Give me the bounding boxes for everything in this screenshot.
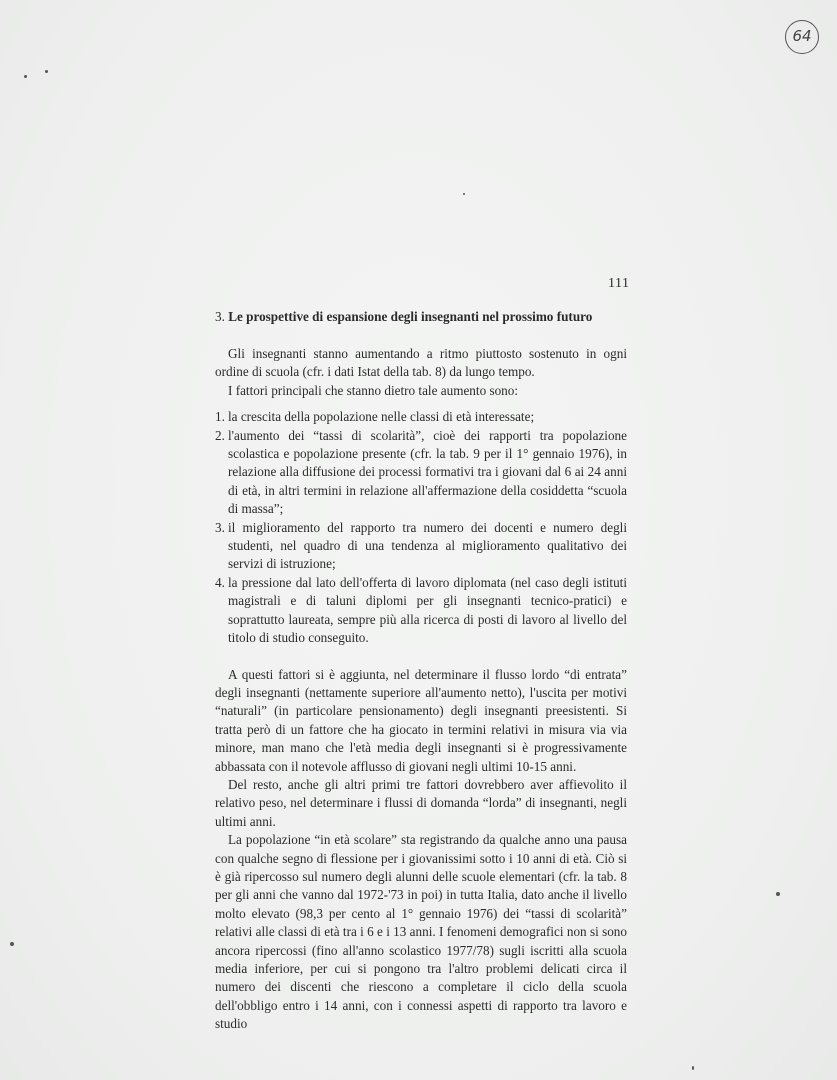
section-heading [215, 308, 627, 326]
list-item-number: 3. [215, 519, 225, 535]
list-item-text: la pressione dal lato dell'offerta di lavoro diplomata (nel caso degli istituti magistrali e di taluni diplomi per gli insegnanti tecnico-pratici) e soprattutto laureata, sempre più alla ricerca di posti di lavoro al livello del titolo di studio conseguito. [228, 574, 627, 646]
list-item-number: 4. [215, 574, 225, 590]
list-item-text: l'aumento dei “tassi di scolarità”, cioè dei rapporti tra popolazione scolastica e popolazione presente (cfr. la tab. 9 per il 1° gennaio 1976), in relazione alla diffusione dei processi formativi tra i giovani dal 6 ai 24 anni di età, in altri termini in relazione all'affermazione della cosiddetta “scuola di massa”; [228, 427, 627, 517]
list-item [215, 519, 627, 574]
intro-paragraph: Gli insegnanti stanno aumentando a ritmo piuttosto sostenuto in ogni ordine di scuola (cfr. i dati Istat della tab. 8) da lungo tempo. [215, 346, 627, 380]
list-item-text: la crescita della popolazione nelle classi di età interessate; [228, 409, 535, 425]
body-paragraph: A questi fattori si è aggiunta, nel determinare il flusso lordo “di entrata” degli insegnanti (nettamente superiore all'aumento netto), l'uscita per motivi “naturali” (in particolare pensionamento) degli insegnanti preesistenti. Si tratta però di un fattore che ha giocato in termini relativi in misura via via minore, man mano che l'età media degli insegnanti si è progressivamente abbassata con il notevole afflusso di giovani negli ultimi 10-15 anni. [215, 666, 627, 774]
speck-mark [24, 75, 27, 78]
speck-mark [463, 193, 465, 195]
list-item-text: il miglioramento del rapporto tra numero dei docenti e numero degli studenti, nel quadro di una tendenza al miglioramento qualitativo dei servizi di istruzione; [228, 519, 627, 572]
speck-mark [776, 892, 780, 896]
list-item-number: 1. [215, 409, 225, 425]
speck-mark [45, 70, 48, 73]
list-item-number: 2. [215, 427, 225, 443]
speck-mark [10, 942, 14, 946]
page-number: 111 [608, 276, 630, 291]
body-paragraph: La popolazione “in età scolare” sta registrando da qualche anno una pausa con qualche segno di flessione per i giovanissimi sotto i 10 anni di età. Ciò si è già ripercosso sul numero degli alunni delle scuole elementari (cfr. la tab. 8 per gli anni che vanno dal 1972-'73 in poi) in tutta Italia, dato anche il livello molto elevato (98,3 per cento al 1° gennaio 1976) dei “tassi di scolarità” relativi alle classi di età tra i 6 e i 13 anni. I fenomeni demografici non si sono ancora ripercossi (fino all'anno scolastico 1977/78) sugli iscritti alla scuola media inferiore, per cui si pongono tra l'altro problemi delicati circa il numero dei discenti che riescono a completare il ciclo della scuola dell'obbligo entro i 14 anni, con i connessi aspetti di rapporto tra lavoro e studio [215, 832, 627, 1032]
text-body [215, 308, 627, 1034]
speck-mark [692, 1066, 694, 1070]
section-title: Le prospettive di espansione degli insegnanti nel prossimo futuro [228, 309, 593, 324]
list-item [215, 427, 627, 519]
section-number: 3. [215, 309, 225, 324]
list-item [215, 574, 627, 648]
list-item [215, 408, 627, 426]
factors-list [215, 408, 627, 647]
body-paragraph: Del resto, anche gli altri primi tre fattori dovrebbero aver affievolito il relativo peso, nel determinare i flussi di domanda “lorda” di insegnanti, negli ultimi anni. [215, 776, 627, 829]
intro-paragraph: I fattori principali che stanno dietro tale aumento sono: [228, 382, 519, 398]
paragraph-gap [215, 648, 627, 666]
page-stamp: 64 [785, 20, 819, 54]
